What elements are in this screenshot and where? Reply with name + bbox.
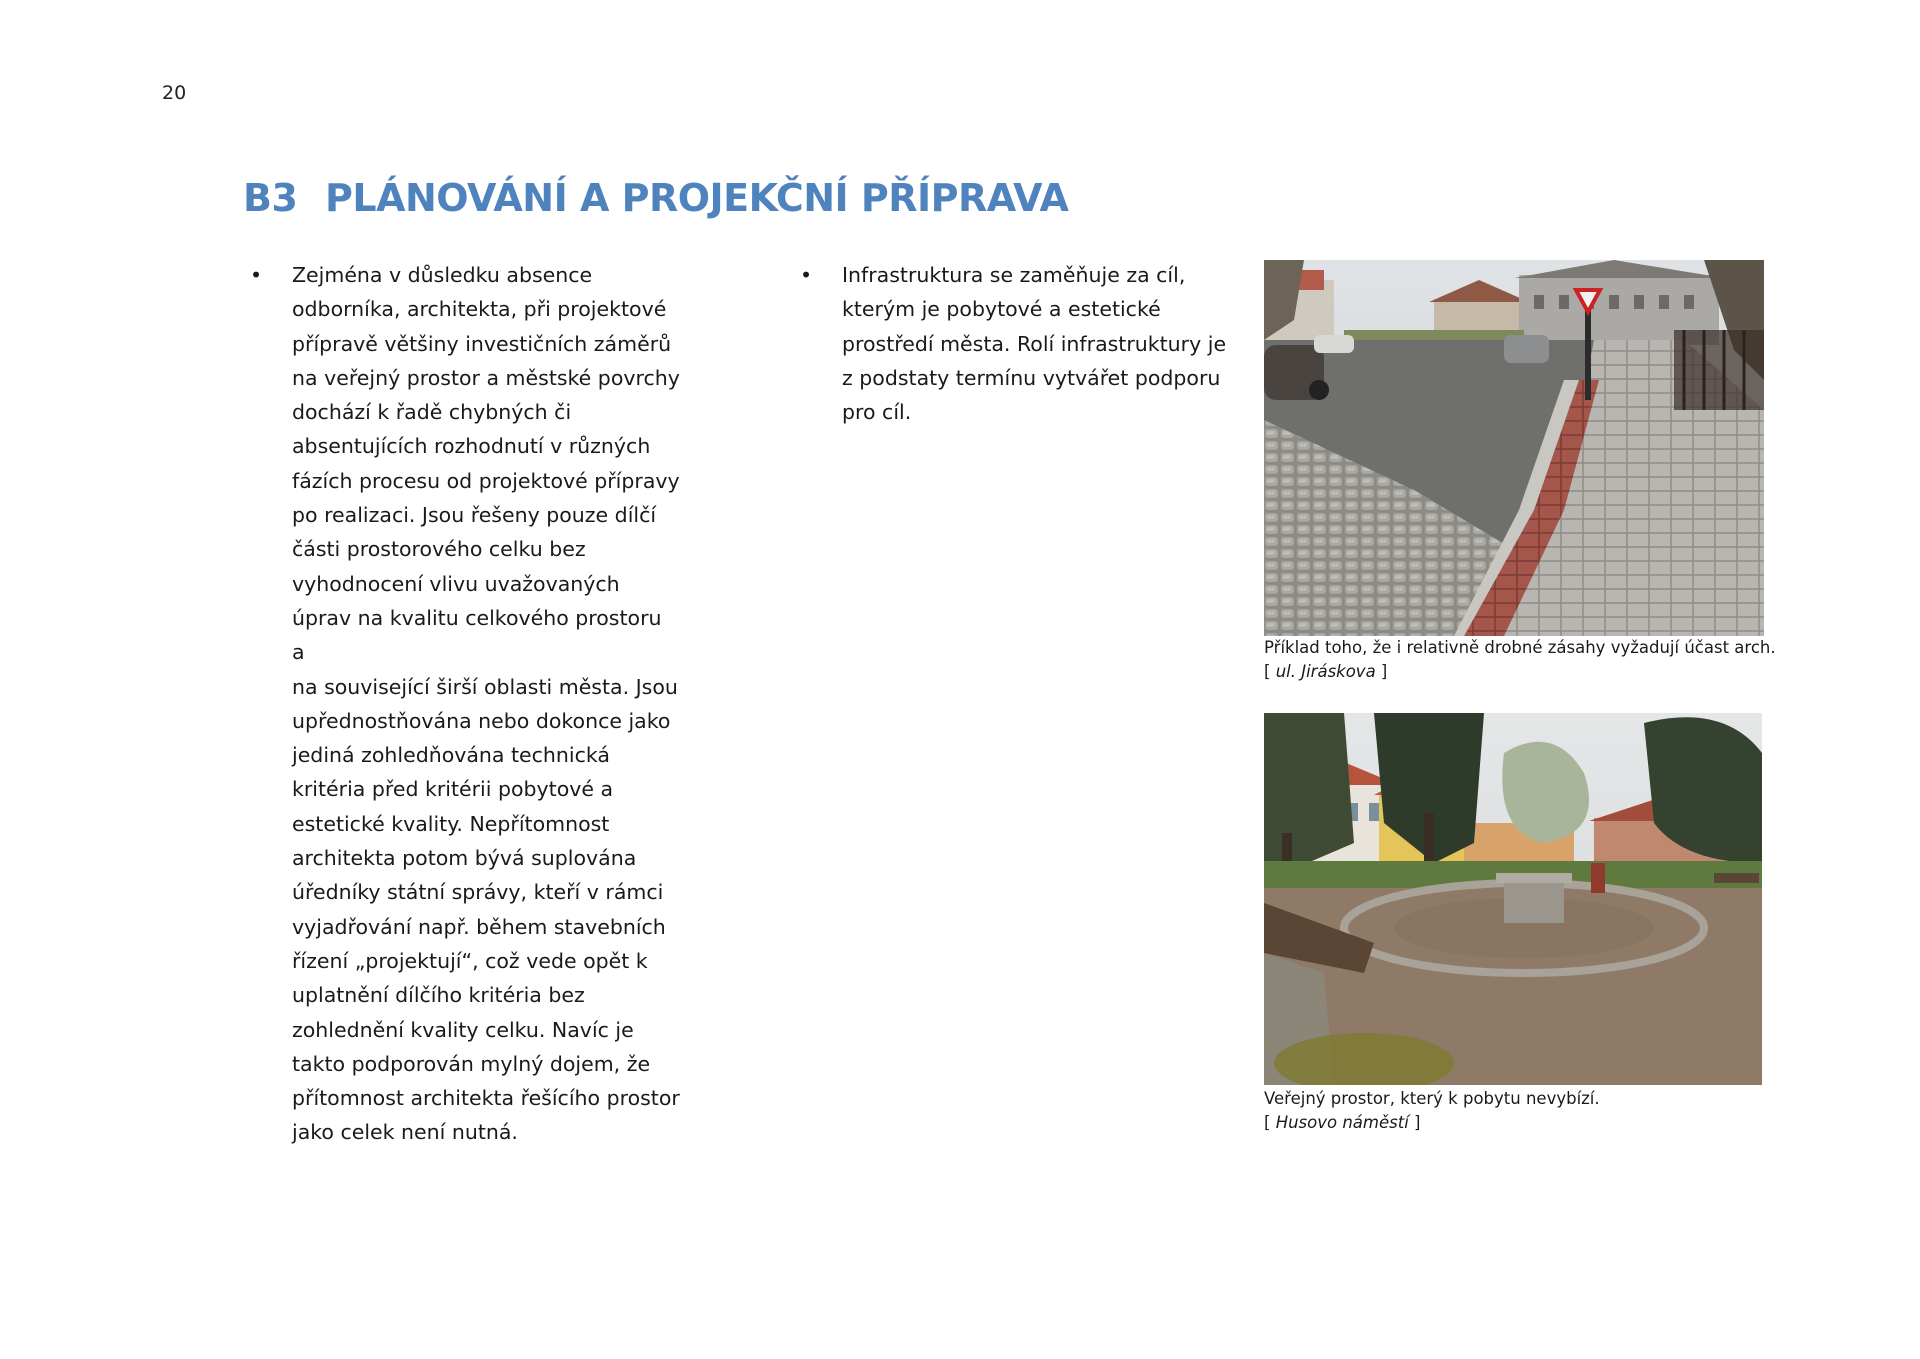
paragraph-line: vyhodnocení vlivu uvažovaných bbox=[292, 571, 620, 596]
bullet-text-1 bbox=[292, 258, 680, 1150]
paragraph-line: kterým je pobytové a estetické bbox=[842, 297, 1161, 322]
paragraph-line: prostředí města. Rolí infrastruktury je bbox=[842, 331, 1227, 356]
bullet-icon: • bbox=[250, 263, 263, 287]
bracket-close: ] bbox=[1408, 1113, 1421, 1132]
section-title bbox=[243, 176, 1068, 220]
bracket-open: [ bbox=[1264, 662, 1276, 681]
photo-square-husovo bbox=[1264, 713, 1762, 1085]
caption-text: Příklad toho, že i relativně drobné zásahy vyžadují účast arch. bbox=[1264, 638, 1776, 657]
bullet-item-1 bbox=[250, 258, 680, 1150]
section-heading: PLÁNOVÁNÍ A PROJEKČNÍ PŘÍPRAVA bbox=[325, 176, 1069, 220]
paragraph-line: uplatnění dílčího kritéria bez bbox=[292, 983, 585, 1008]
paragraph-line: na veřejný prostor a městské povrchy bbox=[292, 365, 680, 390]
paragraph-line: úředníky státní správy, kteří v rámci bbox=[292, 880, 664, 905]
paragraph-line: úprav na kvalitu celkového prostoru a bbox=[292, 605, 662, 665]
paragraph-line: přípravě většiny investičních záměrů bbox=[292, 331, 672, 356]
caption-place-line bbox=[1264, 660, 1784, 684]
bullet-icon: • bbox=[800, 263, 813, 287]
paragraph-line: zohlednění kvality celku. Navíc je bbox=[292, 1017, 634, 1042]
paragraph-line: Infrastruktura se zaměňuje za cíl, bbox=[842, 263, 1186, 287]
paragraph-line: jako celek není nutná. bbox=[292, 1120, 518, 1145]
paragraph-line: z podstaty termínu vytvářet podporu bbox=[842, 365, 1221, 390]
paragraph-line: absentujících rozhodnutí v různých bbox=[292, 434, 651, 459]
caption-place: Husovo náměstí bbox=[1275, 1113, 1409, 1132]
photo-street-jiraskova bbox=[1264, 260, 1764, 636]
paragraph-line: dochází k řadě chybných či bbox=[292, 400, 572, 425]
paragraph-line: jediná zohledňována technická bbox=[292, 743, 610, 768]
bracket-open: [ bbox=[1264, 1113, 1276, 1132]
paragraph-line: fázích procesu od projektové přípravy bbox=[292, 468, 680, 493]
paragraph-line: Zejména v důsledku absence bbox=[292, 263, 593, 287]
paragraph-line: části prostorového celku bez bbox=[292, 537, 586, 562]
bullet-item-2 bbox=[800, 258, 1230, 429]
paragraph-line: estetické kvality. Nepřítomnost bbox=[292, 811, 610, 836]
paragraph-line: na související širší oblasti města. Jsou bbox=[292, 674, 678, 699]
section-code: B3 bbox=[243, 176, 298, 220]
paragraph-line: odborníka, architekta, při projektové bbox=[292, 297, 667, 322]
bullet-text-2 bbox=[842, 258, 1230, 429]
bracket-close: ] bbox=[1375, 662, 1388, 681]
figure-caption-2 bbox=[1264, 1087, 1784, 1135]
caption-text: Veřejný prostor, který k pobytu nevybízí. bbox=[1264, 1089, 1600, 1108]
paragraph-line: po realizaci. Jsou řešeny pouze dílčí bbox=[292, 503, 657, 528]
paragraph-line: kritéria před kritérii pobytové a bbox=[292, 777, 614, 802]
paragraph-line: vyjadřování např. během stavebních bbox=[292, 914, 666, 939]
paragraph-line: takto podporován mylný dojem, že bbox=[292, 1051, 651, 1076]
paragraph-line: přítomnost architekta řešícího prostor bbox=[292, 1086, 680, 1111]
paragraph-line: řízení „projektují“, což vede opět k bbox=[292, 948, 648, 973]
paragraph-line: pro cíl. bbox=[842, 400, 912, 425]
caption-place-line bbox=[1264, 1111, 1784, 1135]
caption-place: ul. Jiráskova bbox=[1275, 662, 1376, 681]
paragraph-line: architekta potom bývá suplována bbox=[292, 846, 637, 871]
paragraph-line: upřednostňována nebo dokonce jako bbox=[292, 708, 671, 733]
figure-caption-1 bbox=[1264, 636, 1784, 684]
page-number: 20 bbox=[162, 82, 187, 104]
